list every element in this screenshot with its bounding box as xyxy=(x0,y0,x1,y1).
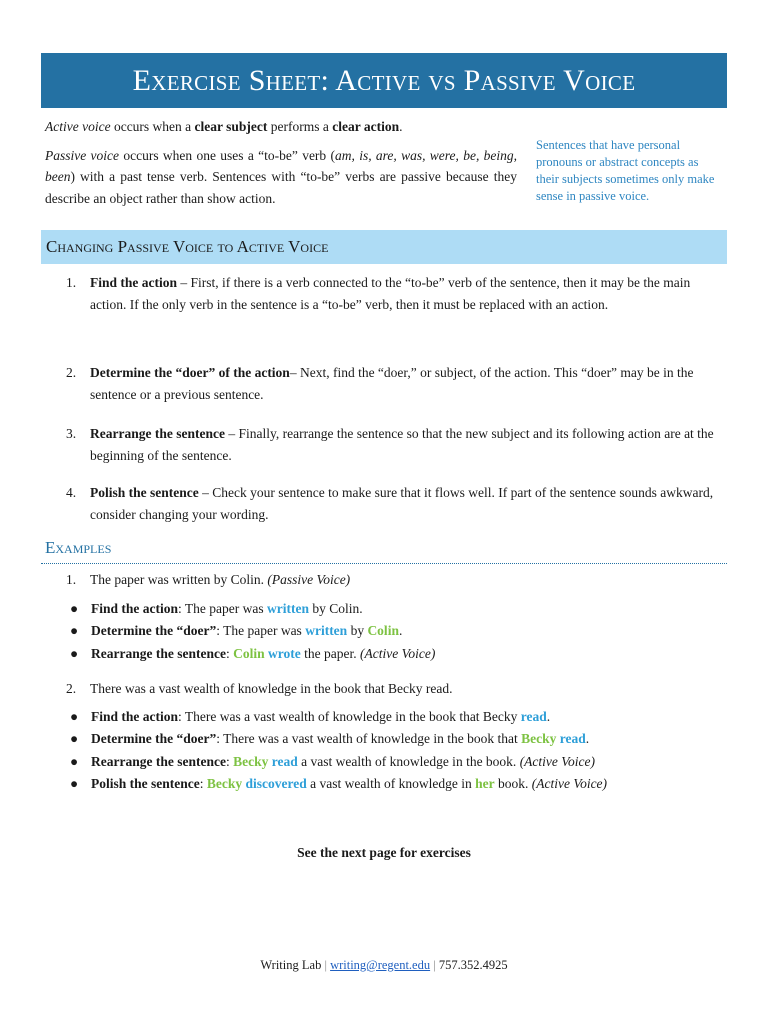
step-item: 3. Rearrange the sentence – Finally, rearrange the sentence so that the new subject and its following action are at the beginning of the sentence. xyxy=(66,426,714,463)
bullet-item: ● Determine the “doer”: There was a vast wealth of knowledge in the book that Becky read. xyxy=(70,731,590,747)
footer-phone: 757.352.4925 xyxy=(438,958,508,972)
sidenote: Sentences that have personal pronouns or abstract concepts as their subjects sometimes only make sense in passive voice. xyxy=(536,138,715,203)
bullet-item: ● Polish the sentence: Becky discovered a vast wealth of knowledge in her book. (Active Voice) xyxy=(70,775,608,791)
examples-divider xyxy=(41,563,727,564)
bullet-item: ● Determine the “doer”: The paper was written by Colin. xyxy=(70,623,403,639)
step-item: 1. Find the action – First, if there is a verb connected to the “to-be” verb of the sentence, then it may be the main action. If the only verb in the sentence is a “to-be” verb, then it must be replaced with an action. xyxy=(66,275,691,312)
footer xyxy=(0,958,768,973)
example-2-bullets xyxy=(70,706,720,795)
footer-separator: | xyxy=(433,958,436,972)
bullet-item: ● Rearrange the sentence: Becky read a vast wealth of knowledge in the book. (Active Voice) xyxy=(70,753,596,769)
footer-org: Writing Lab xyxy=(260,958,322,972)
section-heading: Changing Passive Voice to Active Voice xyxy=(41,230,727,264)
page-title: Exercise Sheet: Active vs Passive Voice xyxy=(41,53,727,108)
bullet-item: ● Find the action: There was a vast wealth of knowledge in the book that Becky read. xyxy=(70,709,551,724)
active-voice-definition: Active voice occurs when a clear subject performs a clear action. xyxy=(45,119,403,134)
example-item: 1. The paper was written by Colin. (Passive Voice) xyxy=(66,572,351,587)
footer-separator: | xyxy=(324,958,327,972)
example-1-bullets xyxy=(70,598,720,665)
passive-voice-definition: Passive voice occurs when one uses a “to-be” verb (am, is, are, was, were, be, being, been) with a past tense verb. Sentences with “to-be” verbs are passive because they describe an object rather than show action. xyxy=(45,147,518,206)
see-next-note: See the next page for exercises xyxy=(297,845,471,860)
email-link[interactable]: writing@regent.edu xyxy=(330,958,431,972)
example-item: 2. There was a vast wealth of knowledge in the book that Becky read. xyxy=(66,681,453,696)
step-item: 2. Determine the “doer” of the action– Next, find the “doer,” or subject, of the action. This “doer” may be in the sentence or a previous sentence. xyxy=(66,365,694,402)
bullet-item: ● Find the action: The paper was written by Colin. xyxy=(70,601,363,616)
bullet-item: ● Rearrange the sentence: Colin wrote the paper. (Active Voice) xyxy=(70,645,436,661)
intro xyxy=(45,116,517,216)
step-item: 4. Polish the sentence – Check your sentence to make sure that it flows well. If part of the sentence sounds awkward, consider changing your wording. xyxy=(66,485,714,522)
examples-heading: Examples xyxy=(45,538,112,557)
